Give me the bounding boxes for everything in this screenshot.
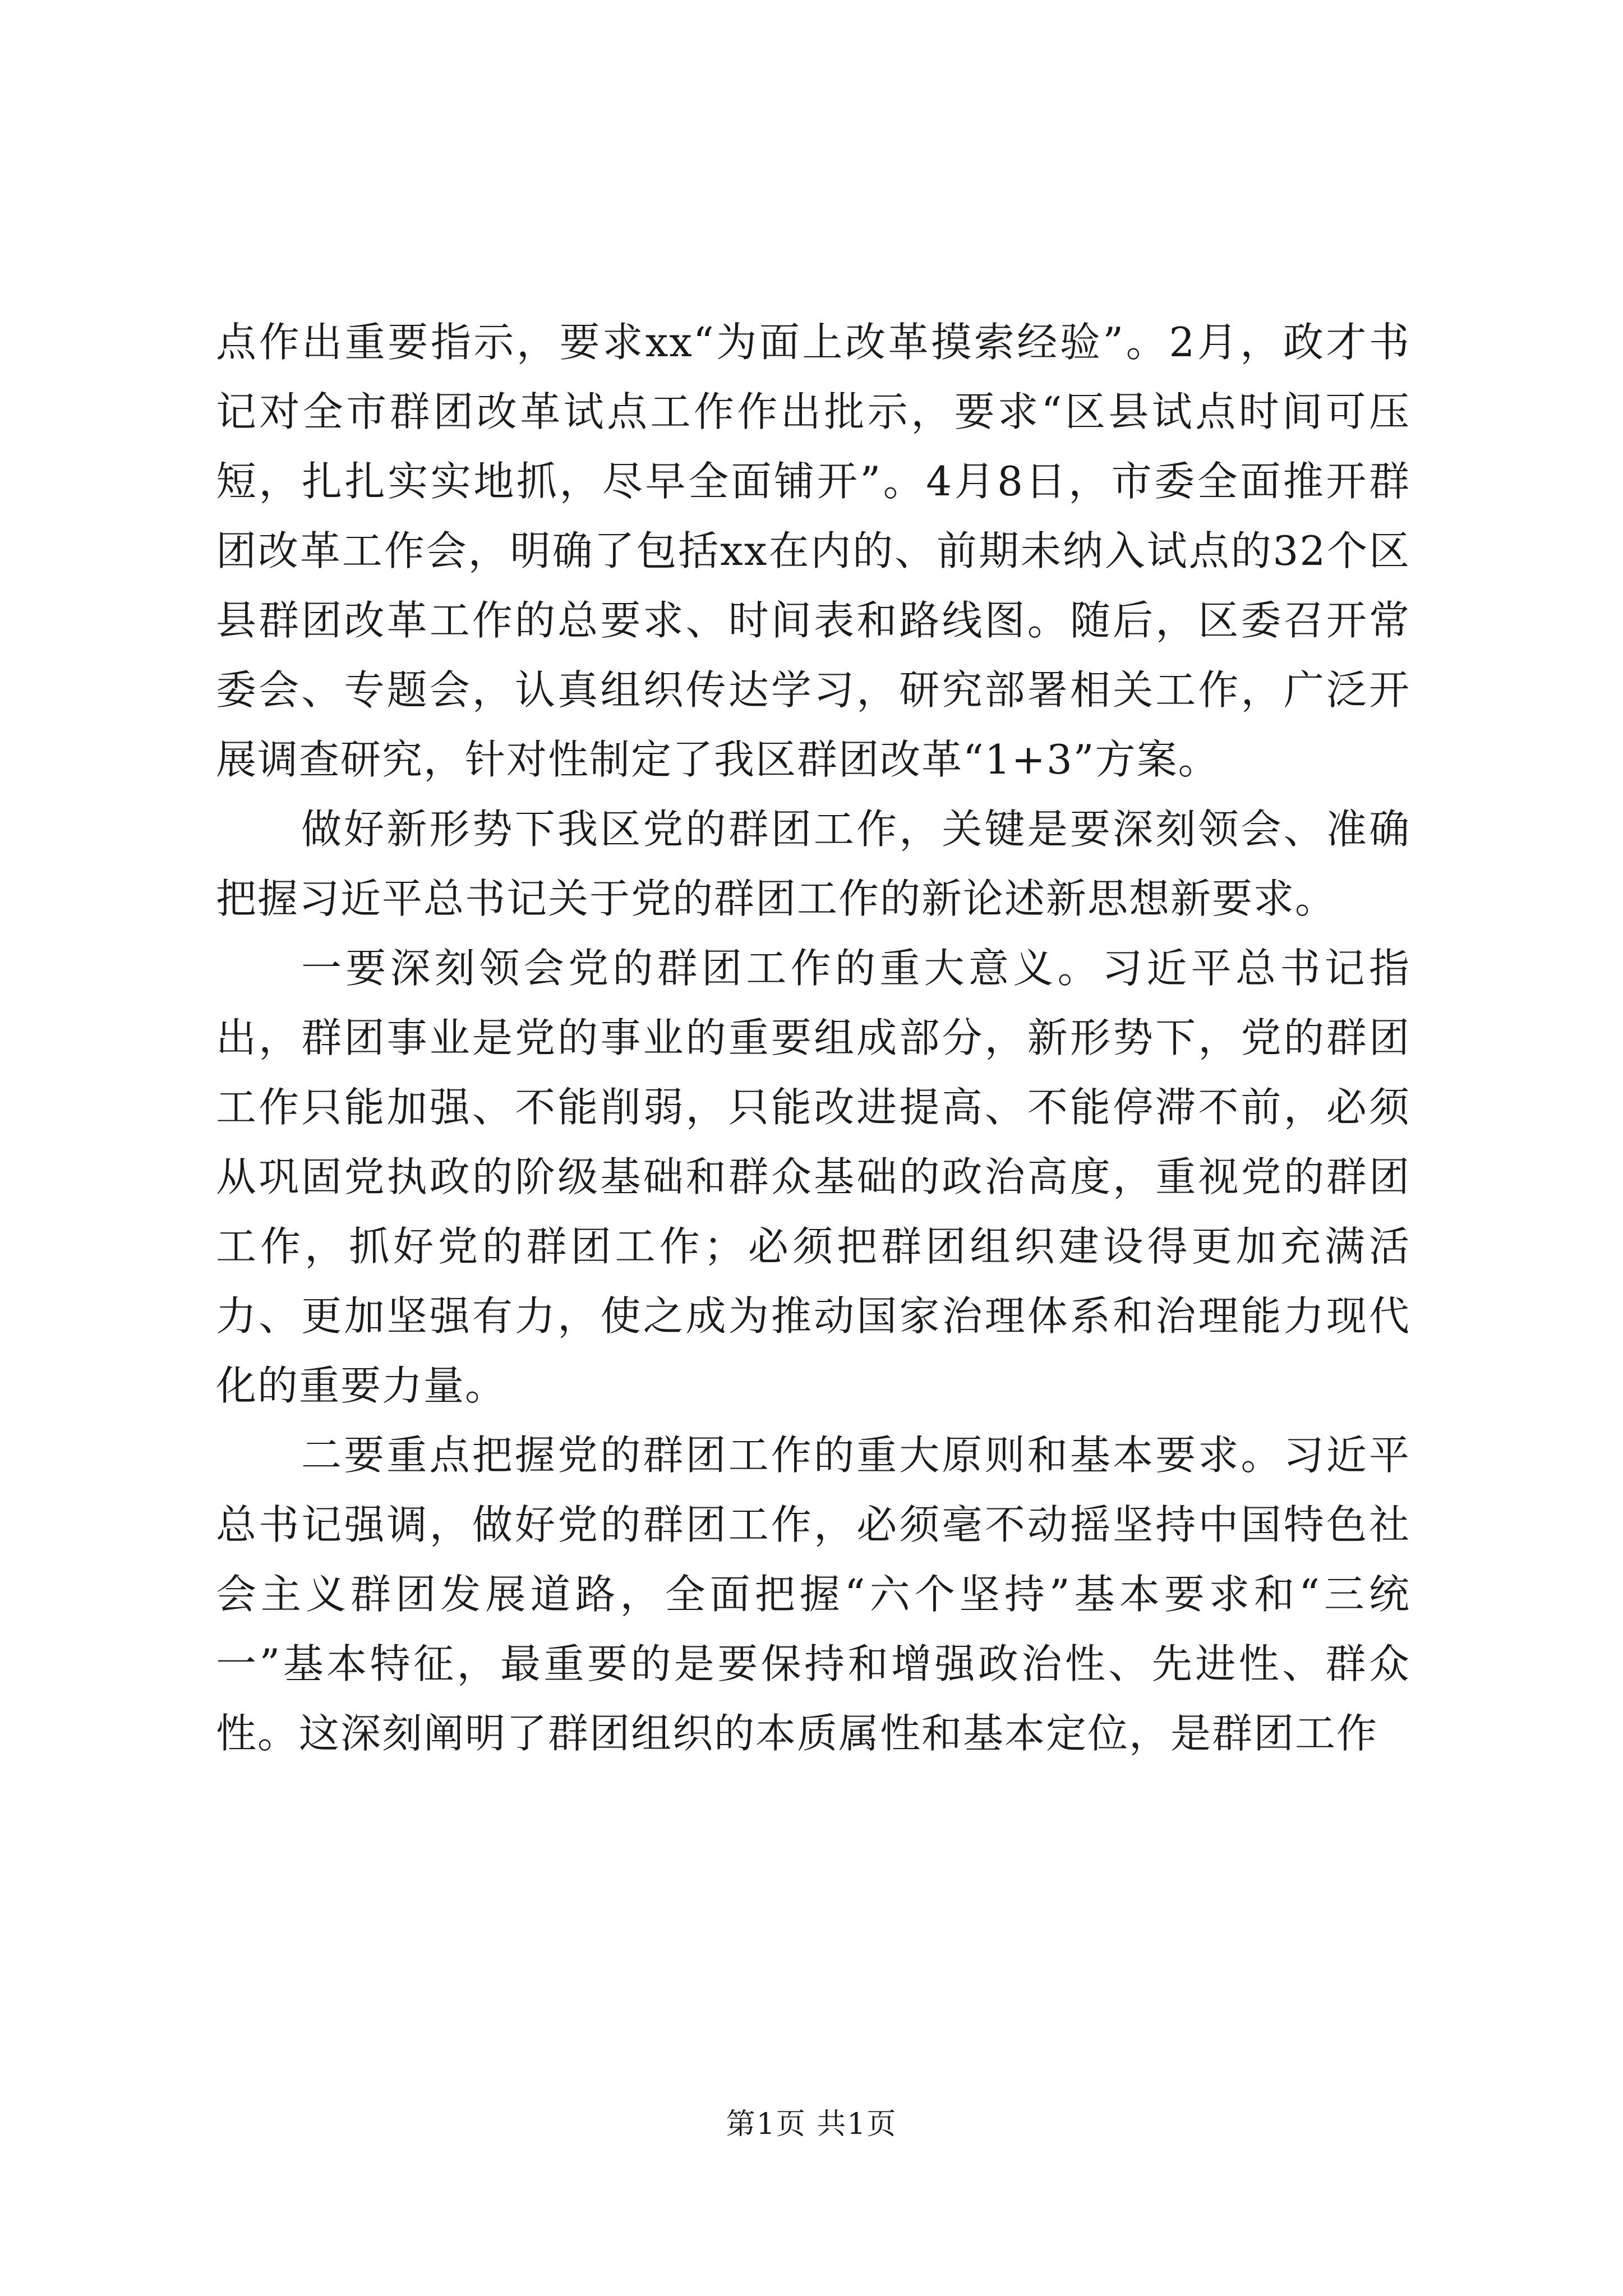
- paragraph-key-point: 做好新形势下我区党的群团工作，关键是要深刻领会、准确把握习近平总书记关于党的群团工作的新论述新思想新要求。: [216, 806, 1410, 922]
- paragraph-point-two: 二要重点把握党的群团工作的重大原则和基本要求。习近平总书记强调，做好党的群团工作，必须毫不动摇坚持中国特色社会主义群团发展道路，全面把握“六个坚持”基本要求和“三统一”基本特征，最重要的是要保持和增强政治性、先进性、群众性。这深刻阐明了群团组织的本质属性和基本定位，是群团工作: [216, 1432, 1410, 1757]
- document-body: [216, 307, 1410, 1768]
- page-number-footer: 第1页 共1页: [726, 2108, 897, 2141]
- paragraph-continuation: 点作出重要指示，要求xx“为面上改革摸索经验”。2月，政才书记对全市群团改革试点工作作出批示，要求“区县试点时间可压短，扎扎实实地抓，尽早全面铺开”。4月8日，市委全面推开群团改革工作会，明确了包括xx在内的、前期未纳入试点的32个区县群团改革工作的总要求、时间表和路线图。随后，区委召开常委会、专题会，认真组织传达学习，研究部署相关工作，广泛开展调查研究，针对性制定了我区群团改革“1+3”方案。: [216, 319, 1410, 783]
- paragraph-point-one: 一要深刻领会党的群团工作的重大意义。习近平总书记指出，群团事业是党的事业的重要组成部分，新形势下，党的群团工作只能加强、不能削弱，只能改进提高、不能停滞不前，必须从巩固党执政的阶级基础和群众基础的政治高度，重视党的群团工作，抓好党的群团工作；必须把群团组织建设得更加充满活力、更加坚强有力，使之成为推动国家治理体系和治理能力现代化的重要力量。: [216, 945, 1410, 1409]
